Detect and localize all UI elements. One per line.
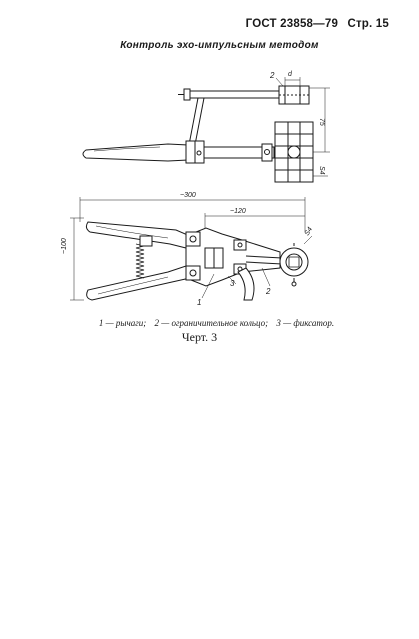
side-dim-s4: S4	[303, 226, 315, 237]
top-view	[83, 77, 330, 182]
standard-number: ГОСТ 23858—79	[245, 18, 339, 30]
top-dim-s4: S4	[318, 166, 325, 175]
top-dim-75: 75	[318, 118, 325, 126]
caption-item-2-num: 2	[154, 318, 160, 328]
side-callout-3: 3	[230, 279, 235, 288]
caption-item-3-text: фиксатор.	[293, 318, 335, 328]
side-dim-120: ~120	[230, 208, 246, 215]
caption-item-1-text: рычаги;	[115, 318, 147, 328]
page-number: Стр. 15	[347, 18, 389, 30]
side-callout-2: 2	[266, 287, 271, 296]
side-view	[70, 197, 315, 300]
figure-label: Черт. 3	[181, 330, 218, 344]
side-callout-1: 1	[197, 298, 202, 307]
side-dim-100: ~100	[61, 238, 68, 254]
side-dim-300: ~300	[180, 192, 196, 199]
top-callout-2: 2	[270, 71, 275, 80]
caption-item-2-text: ограничительное кольцо;	[171, 318, 269, 328]
figure-caption: 1 — рычаги; 2 — ограничительное кольцо; 3 — фиксатор.	[98, 318, 335, 328]
section-title: Контроль эхо-импульсным методом	[120, 40, 319, 51]
top-dim-d: d	[288, 71, 292, 78]
caption-item-3-num: 3	[276, 318, 281, 328]
caption-item-1-num: 1	[98, 318, 104, 328]
